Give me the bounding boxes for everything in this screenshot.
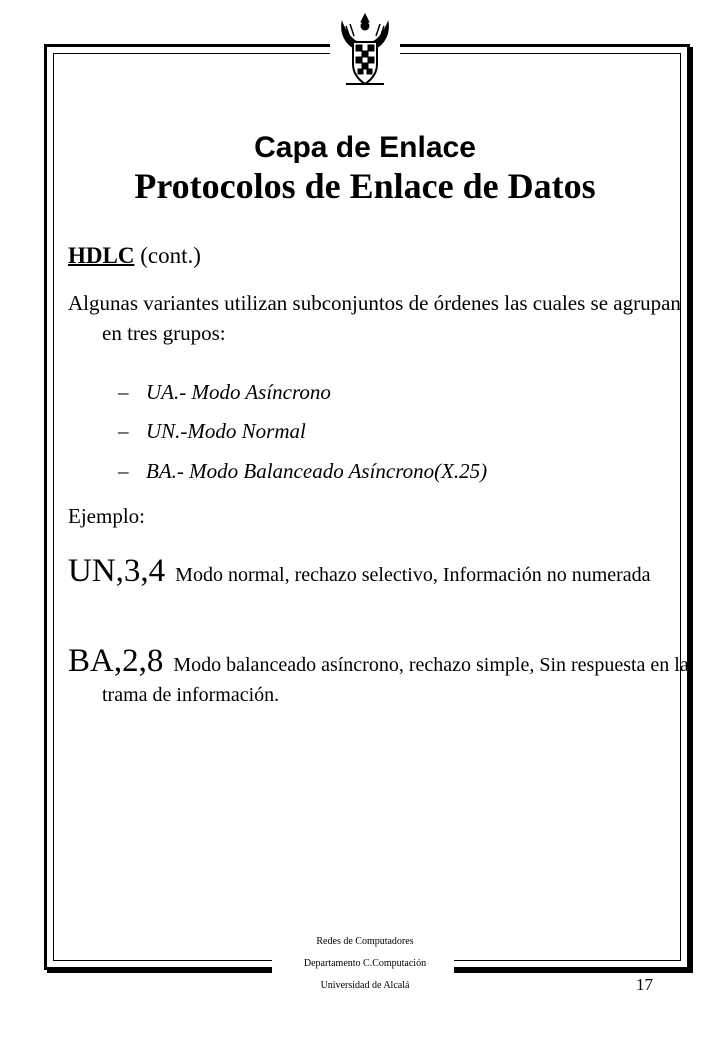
footer-university: Universidad de Alcalá xyxy=(320,980,410,991)
example-description: Modo normal, rechazo selectivo, Información no numerada xyxy=(175,564,651,586)
example-code: UN,3,4 xyxy=(68,553,166,589)
example-description: Modo balanceado asíncrono, rechazo simple, Sin respuesta en la trama de información. xyxy=(102,654,689,706)
example-item xyxy=(68,553,702,590)
list-item-text: UA.- Modo Asíncrono xyxy=(146,380,331,404)
section-heading xyxy=(68,242,201,270)
intro-paragraph: Algunas variantes utilizan subconjuntos de órdenes las cuales se agrupan en tres grupos: xyxy=(68,291,681,345)
page-number: 17 xyxy=(636,975,653,994)
list-item-text: UN.-Modo Normal xyxy=(146,419,306,443)
footer-department: Departamento C.Computación xyxy=(303,958,427,969)
example-item xyxy=(68,643,702,710)
list-item xyxy=(118,379,331,405)
example-label: Ejemplo: xyxy=(68,504,145,528)
section-name: HDLC xyxy=(68,243,135,268)
footer-course: Redes de Computadores xyxy=(316,936,414,947)
slide-subtitle: Protocolos de Enlace de Datos xyxy=(134,166,596,206)
university-crest-icon xyxy=(336,12,394,88)
list-dash: – xyxy=(118,380,129,404)
slide-title: Capa de Enlace xyxy=(254,131,476,164)
list-dash: – xyxy=(118,419,129,443)
list-item xyxy=(118,458,487,484)
section-suffix: (cont.) xyxy=(134,243,201,268)
list-dash: – xyxy=(118,459,129,483)
example-code: BA,2,8 xyxy=(68,643,164,679)
list-item xyxy=(118,418,306,444)
list-item-text: BA.- Modo Balanceado Asíncrono(X.25) xyxy=(146,459,488,483)
